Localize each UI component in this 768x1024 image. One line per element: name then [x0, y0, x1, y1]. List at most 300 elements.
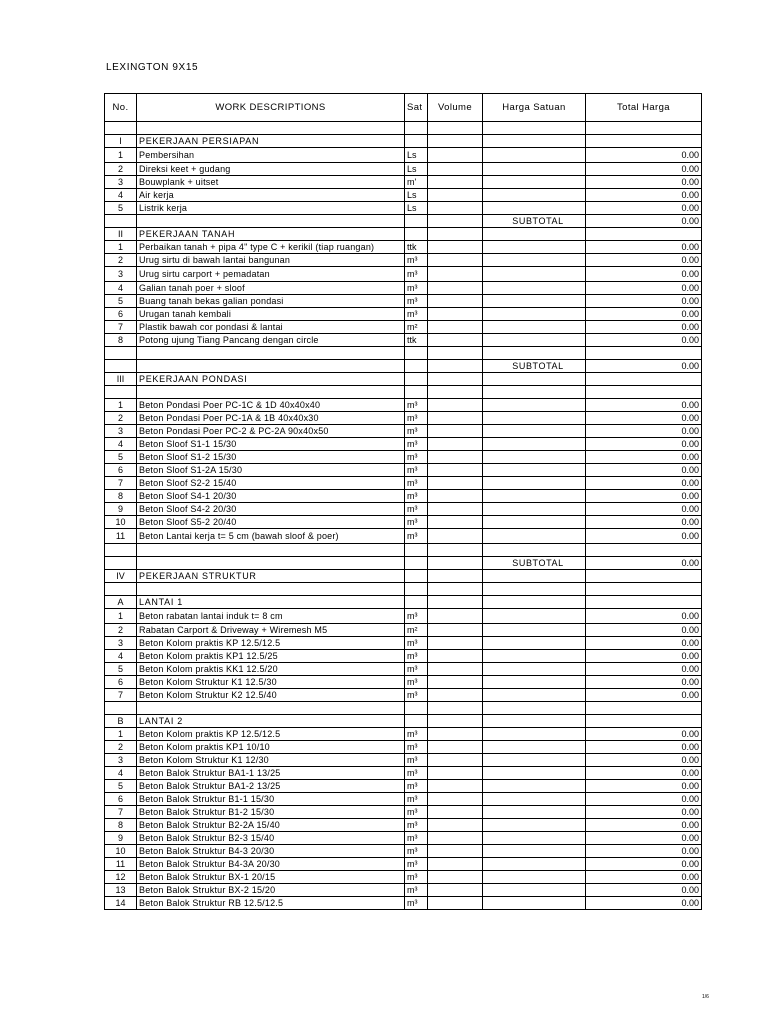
table-row: [105, 884, 702, 897]
cell-total-harga: 0.00: [586, 295, 702, 308]
boq-table: [104, 93, 702, 910]
cell-volume: [428, 386, 483, 399]
cell-harga-satuan: [483, 399, 586, 412]
cell-volume: [428, 163, 483, 176]
cell-description: Beton Kolom Struktur K1 12/30: [137, 754, 405, 767]
cell-harga-satuan: [483, 767, 586, 780]
cell-total-harga: [586, 386, 702, 399]
cell-total-harga: 0.00: [586, 624, 702, 637]
cell-volume: [428, 425, 483, 438]
cell-no: 14: [105, 897, 137, 910]
table-row: [105, 464, 702, 477]
cell-no: 11: [105, 858, 137, 871]
cell-harga-satuan: [483, 897, 586, 910]
cell-volume: [428, 373, 483, 386]
header-volume: Volume: [428, 94, 483, 122]
cell-sat: m³: [405, 254, 428, 267]
cell-total-harga: 0.00: [586, 780, 702, 793]
header-harga-satuan: Harga Satuan: [483, 94, 586, 122]
cell-volume: [428, 767, 483, 780]
cell-sat: m³: [405, 741, 428, 754]
cell-total-harga: 0.00: [586, 148, 702, 163]
cell-volume: [428, 490, 483, 503]
cell-harga-satuan: [483, 819, 586, 832]
cell-no: 5: [105, 780, 137, 793]
cell-description: LANTAI 1: [137, 596, 405, 609]
cell-volume: [428, 176, 483, 189]
cell-harga-satuan: [483, 347, 586, 360]
cell-description: [137, 386, 405, 399]
cell-volume: [428, 135, 483, 148]
cell-description: Beton Balok Struktur RB 12.5/12.5: [137, 897, 405, 910]
cell-harga-satuan: [483, 373, 586, 386]
cell-no: 13: [105, 884, 137, 897]
table-row: [105, 425, 702, 438]
cell-no: [105, 347, 137, 360]
cell-volume: [428, 295, 483, 308]
cell-harga-satuan: [483, 845, 586, 858]
cell-no: 4: [105, 189, 137, 202]
cell-description: Beton Sloof S1-2 15/30: [137, 451, 405, 464]
cell-no: 3: [105, 176, 137, 189]
cell-harga-satuan: [483, 451, 586, 464]
table-row: [105, 176, 702, 189]
cell-volume: [428, 663, 483, 676]
cell-description: Potong ujung Tiang Pancang dengan circle: [137, 334, 405, 347]
cell-total-harga: 0.00: [586, 529, 702, 544]
header-sat: Sat: [405, 94, 428, 122]
cell-description: Plastik bawah cor pondasi & lantai: [137, 321, 405, 334]
cell-volume: [428, 308, 483, 321]
page-number: 1/6: [702, 994, 709, 1000]
cell-total-harga: [586, 715, 702, 728]
table-row: [105, 871, 702, 884]
blank-row: [105, 386, 702, 399]
cell-no: 8: [105, 819, 137, 832]
table-row: [105, 663, 702, 676]
cell-harga-satuan: [483, 295, 586, 308]
cell-no: 11: [105, 529, 137, 544]
cell-total-harga: 0.00: [586, 741, 702, 754]
cell-sat: m³: [405, 490, 428, 503]
cell-no: [105, 360, 137, 373]
cell-sat: ttk: [405, 334, 428, 347]
cell-volume: [428, 793, 483, 806]
cell-no: 3: [105, 267, 137, 282]
cell-sat: m³: [405, 780, 428, 793]
cell-sat: m³: [405, 399, 428, 412]
table-row: [105, 793, 702, 806]
cell-description: [137, 347, 405, 360]
cell-no: 1: [105, 609, 137, 624]
cell-volume: [428, 806, 483, 819]
cell-total-harga: 0.00: [586, 650, 702, 663]
cell-no: 7: [105, 321, 137, 334]
cell-no: A: [105, 596, 137, 609]
blank-row: [105, 583, 702, 596]
cell-volume: [428, 832, 483, 845]
cell-no: 3: [105, 754, 137, 767]
cell-harga-satuan: [483, 780, 586, 793]
cell-description: Buang tanah bekas galian pondasi: [137, 295, 405, 308]
cell-description: Beton Balok Struktur B4-3A 20/30: [137, 858, 405, 871]
cell-sat: [405, 596, 428, 609]
cell-description: Beton Balok Struktur B1-2 15/30: [137, 806, 405, 819]
cell-harga-satuan: [483, 148, 586, 163]
cell-volume: [428, 715, 483, 728]
cell-harga-satuan: [483, 754, 586, 767]
cell-description: LANTAI 2: [137, 715, 405, 728]
cell-volume: [428, 728, 483, 741]
cell-sat: m³: [405, 516, 428, 529]
cell-volume: [428, 741, 483, 754]
cell-no: I: [105, 135, 137, 148]
cell-no: 2: [105, 254, 137, 267]
table-row: [105, 741, 702, 754]
cell-sat: [405, 373, 428, 386]
cell-total-harga: [586, 373, 702, 386]
cell-no: 9: [105, 503, 137, 516]
cell-volume: [428, 451, 483, 464]
cell-description: Urug sirtu carport + pemadatan: [137, 267, 405, 282]
cell-harga-satuan: [483, 386, 586, 399]
table-row: [105, 438, 702, 451]
table-row: [105, 819, 702, 832]
cell-sat: m³: [405, 676, 428, 689]
cell-description: Beton Sloof S2-2 15/40: [137, 477, 405, 490]
cell-total-harga: 0.00: [586, 663, 702, 676]
cell-description: Listrik kerja: [137, 202, 405, 215]
cell-total-harga: [586, 544, 702, 557]
cell-volume: [428, 570, 483, 583]
cell-sat: [405, 583, 428, 596]
cell-sat: Ls: [405, 148, 428, 163]
cell-sat: m³: [405, 767, 428, 780]
cell-harga-satuan: SUBTOTAL: [483, 557, 586, 570]
cell-no: 2: [105, 412, 137, 425]
cell-volume: [428, 529, 483, 544]
cell-no: 1: [105, 148, 137, 163]
blank-row: [105, 544, 702, 557]
cell-description: Beton Balok Struktur BX-1 20/15: [137, 871, 405, 884]
cell-sat: m³: [405, 295, 428, 308]
cell-volume: [428, 858, 483, 871]
cell-total-harga: 0.00: [586, 438, 702, 451]
cell-harga-satuan: [483, 135, 586, 148]
cell-harga-satuan: [483, 282, 586, 295]
cell-sat: m³: [405, 637, 428, 650]
cell-no: [105, 122, 137, 135]
table-row: [105, 412, 702, 425]
cell-description: Beton Kolom praktis KP 12.5/12.5: [137, 728, 405, 741]
cell-harga-satuan: [483, 689, 586, 702]
cell-total-harga: 0.00: [586, 451, 702, 464]
cell-volume: [428, 438, 483, 451]
cell-harga-satuan: [483, 334, 586, 347]
cell-total-harga: [586, 570, 702, 583]
cell-sat: m³: [405, 438, 428, 451]
section-row: [105, 373, 702, 386]
cell-description: Beton Kolom Struktur K2 12.5/40: [137, 689, 405, 702]
cell-volume: [428, 189, 483, 202]
table-row: [105, 637, 702, 650]
cell-harga-satuan: [483, 715, 586, 728]
cell-harga-satuan: [483, 228, 586, 241]
table-row: [105, 845, 702, 858]
cell-total-harga: 0.00: [586, 819, 702, 832]
table-row: [105, 780, 702, 793]
cell-description: [137, 702, 405, 715]
cell-description: Direksi keet + gudang: [137, 163, 405, 176]
cell-sat: m³: [405, 884, 428, 897]
table-row: [105, 282, 702, 295]
cell-volume: [428, 122, 483, 135]
cell-volume: [428, 202, 483, 215]
cell-volume: [428, 516, 483, 529]
cell-harga-satuan: [483, 583, 586, 596]
subtotal-row: [105, 215, 702, 228]
cell-description: Urugan tanah kembali: [137, 308, 405, 321]
cell-total-harga: 0.00: [586, 464, 702, 477]
cell-harga-satuan: [483, 254, 586, 267]
cell-volume: [428, 897, 483, 910]
table-row: [105, 254, 702, 267]
cell-total-harga: 0.00: [586, 360, 702, 373]
cell-description: Beton Pondasi Poer PC-1A & 1B 40x40x30: [137, 412, 405, 425]
cell-no: 2: [105, 624, 137, 637]
cell-volume: [428, 282, 483, 295]
table-header-row: [105, 94, 702, 122]
cell-no: [105, 583, 137, 596]
table-row: [105, 334, 702, 347]
cell-no: 6: [105, 793, 137, 806]
cell-description: [137, 360, 405, 373]
cell-total-harga: 0.00: [586, 308, 702, 321]
cell-no: 7: [105, 806, 137, 819]
cell-no: 10: [105, 845, 137, 858]
cell-sat: m³: [405, 412, 428, 425]
cell-total-harga: 0.00: [586, 858, 702, 871]
cell-total-harga: [586, 347, 702, 360]
table-row: [105, 754, 702, 767]
cell-volume: [428, 254, 483, 267]
cell-harga-satuan: [483, 516, 586, 529]
table-row: [105, 516, 702, 529]
cell-volume: [428, 148, 483, 163]
cell-no: 1: [105, 728, 137, 741]
section-row: [105, 228, 702, 241]
cell-no: III: [105, 373, 137, 386]
cell-volume: [428, 650, 483, 663]
cell-description: Bouwplank + uitset: [137, 176, 405, 189]
cell-sat: m³: [405, 663, 428, 676]
table-row: [105, 308, 702, 321]
table-row: [105, 767, 702, 780]
cell-volume: [428, 884, 483, 897]
cell-total-harga: 0.00: [586, 282, 702, 295]
table-row: [105, 451, 702, 464]
cell-harga-satuan: SUBTOTAL: [483, 360, 586, 373]
cell-harga-satuan: [483, 163, 586, 176]
header-total-harga: Total Harga: [586, 94, 702, 122]
cell-no: 5: [105, 202, 137, 215]
cell-sat: m²: [405, 624, 428, 637]
cell-harga-satuan: [483, 596, 586, 609]
cell-harga-satuan: [483, 570, 586, 583]
cell-total-harga: 0.00: [586, 477, 702, 490]
cell-sat: m³: [405, 503, 428, 516]
header-work-descriptions: WORK DESCRIPTIONS: [137, 94, 405, 122]
cell-description: [137, 215, 405, 228]
cell-description: Beton Sloof S4-2 20/30: [137, 503, 405, 516]
cell-volume: [428, 637, 483, 650]
cell-harga-satuan: [483, 189, 586, 202]
cell-description: Galian tanah poer + sloof: [137, 282, 405, 295]
cell-no: 6: [105, 464, 137, 477]
cell-description: Beton Sloof S4-1 20/30: [137, 490, 405, 503]
cell-volume: [428, 819, 483, 832]
cell-volume: [428, 544, 483, 557]
table-row: [105, 609, 702, 624]
cell-sat: m³: [405, 897, 428, 910]
cell-description: Beton Lantai kerja t= 5 cm (bawah sloof & poer): [137, 529, 405, 544]
cell-sat: m³: [405, 728, 428, 741]
table-row: [105, 676, 702, 689]
cell-no: 3: [105, 637, 137, 650]
cell-sat: m': [405, 176, 428, 189]
cell-no: 4: [105, 650, 137, 663]
cell-sat: m³: [405, 609, 428, 624]
cell-volume: [428, 321, 483, 334]
cell-harga-satuan: [483, 728, 586, 741]
cell-description: PEKERJAAN PONDASI: [137, 373, 405, 386]
cell-total-harga: 0.00: [586, 163, 702, 176]
cell-sat: m³: [405, 308, 428, 321]
cell-total-harga: [586, 122, 702, 135]
cell-harga-satuan: [483, 267, 586, 282]
cell-harga-satuan: [483, 637, 586, 650]
cell-total-harga: 0.00: [586, 728, 702, 741]
cell-volume: [428, 399, 483, 412]
cell-sat: m³: [405, 464, 428, 477]
table-row: [105, 189, 702, 202]
blank-row: [105, 122, 702, 135]
table-row: [105, 529, 702, 544]
cell-volume: [428, 780, 483, 793]
cell-volume: [428, 241, 483, 254]
cell-total-harga: 0.00: [586, 884, 702, 897]
cell-description: Beton Kolom praktis KP1 12.5/25: [137, 650, 405, 663]
cell-description: Urug sirtu di bawah lantai bangunan: [137, 254, 405, 267]
cell-no: 7: [105, 689, 137, 702]
cell-total-harga: 0.00: [586, 412, 702, 425]
cell-no: 4: [105, 767, 137, 780]
cell-volume: [428, 464, 483, 477]
cell-no: IV: [105, 570, 137, 583]
cell-harga-satuan: [483, 663, 586, 676]
table-row: [105, 202, 702, 215]
cell-sat: [405, 215, 428, 228]
cell-total-harga: 0.00: [586, 490, 702, 503]
cell-no: 8: [105, 490, 137, 503]
cell-total-harga: 0.00: [586, 637, 702, 650]
cell-total-harga: 0.00: [586, 189, 702, 202]
cell-description: Pembersihan: [137, 148, 405, 163]
cell-sat: m³: [405, 793, 428, 806]
cell-sat: m³: [405, 425, 428, 438]
cell-total-harga: 0.00: [586, 557, 702, 570]
cell-no: 4: [105, 282, 137, 295]
cell-no: 10: [105, 516, 137, 529]
cell-sat: m³: [405, 650, 428, 663]
cell-harga-satuan: [483, 702, 586, 715]
table-row: [105, 897, 702, 910]
cell-harga-satuan: [483, 122, 586, 135]
cell-total-harga: [586, 702, 702, 715]
cell-sat: m³: [405, 282, 428, 295]
section-row: [105, 135, 702, 148]
cell-total-harga: 0.00: [586, 425, 702, 438]
cell-description: Perbaikan tanah + pipa 4" type C + kerikil (tiap ruangan): [137, 241, 405, 254]
cell-description: Beton Balok Struktur B2-3 15/40: [137, 832, 405, 845]
table-row: [105, 163, 702, 176]
table-row: [105, 241, 702, 254]
cell-sat: [405, 557, 428, 570]
table-row: [105, 689, 702, 702]
cell-harga-satuan: [483, 650, 586, 663]
cell-description: [137, 583, 405, 596]
cell-sat: m³: [405, 858, 428, 871]
cell-total-harga: 0.00: [586, 516, 702, 529]
cell-volume: [428, 689, 483, 702]
cell-description: Air kerja: [137, 189, 405, 202]
cell-no: [105, 557, 137, 570]
cell-total-harga: 0.00: [586, 503, 702, 516]
cell-total-harga: 0.00: [586, 267, 702, 282]
cell-description: Beton Sloof S1-1 15/30: [137, 438, 405, 451]
section-row: [105, 596, 702, 609]
cell-total-harga: 0.00: [586, 202, 702, 215]
cell-sat: [405, 228, 428, 241]
cell-description: Beton Balok Struktur BX-2 15/20: [137, 884, 405, 897]
cell-description: Beton Kolom Struktur K1 12.5/30: [137, 676, 405, 689]
cell-harga-satuan: [483, 503, 586, 516]
cell-sat: ttk: [405, 241, 428, 254]
cell-sat: m³: [405, 871, 428, 884]
cell-total-harga: 0.00: [586, 215, 702, 228]
subtotal-row: [105, 557, 702, 570]
cell-description: [137, 122, 405, 135]
cell-total-harga: 0.00: [586, 832, 702, 845]
cell-volume: [428, 215, 483, 228]
table-row: [105, 399, 702, 412]
cell-sat: m³: [405, 832, 428, 845]
cell-harga-satuan: [483, 425, 586, 438]
cell-harga-satuan: [483, 176, 586, 189]
table-body: [105, 122, 702, 910]
cell-total-harga: 0.00: [586, 871, 702, 884]
cell-total-harga: 0.00: [586, 793, 702, 806]
cell-volume: [428, 754, 483, 767]
table-row: [105, 490, 702, 503]
cell-total-harga: 0.00: [586, 399, 702, 412]
cell-sat: [405, 347, 428, 360]
cell-sat: Ls: [405, 189, 428, 202]
cell-description: PEKERJAAN TANAH: [137, 228, 405, 241]
cell-total-harga: 0.00: [586, 176, 702, 189]
cell-total-harga: 0.00: [586, 334, 702, 347]
table-row: [105, 477, 702, 490]
